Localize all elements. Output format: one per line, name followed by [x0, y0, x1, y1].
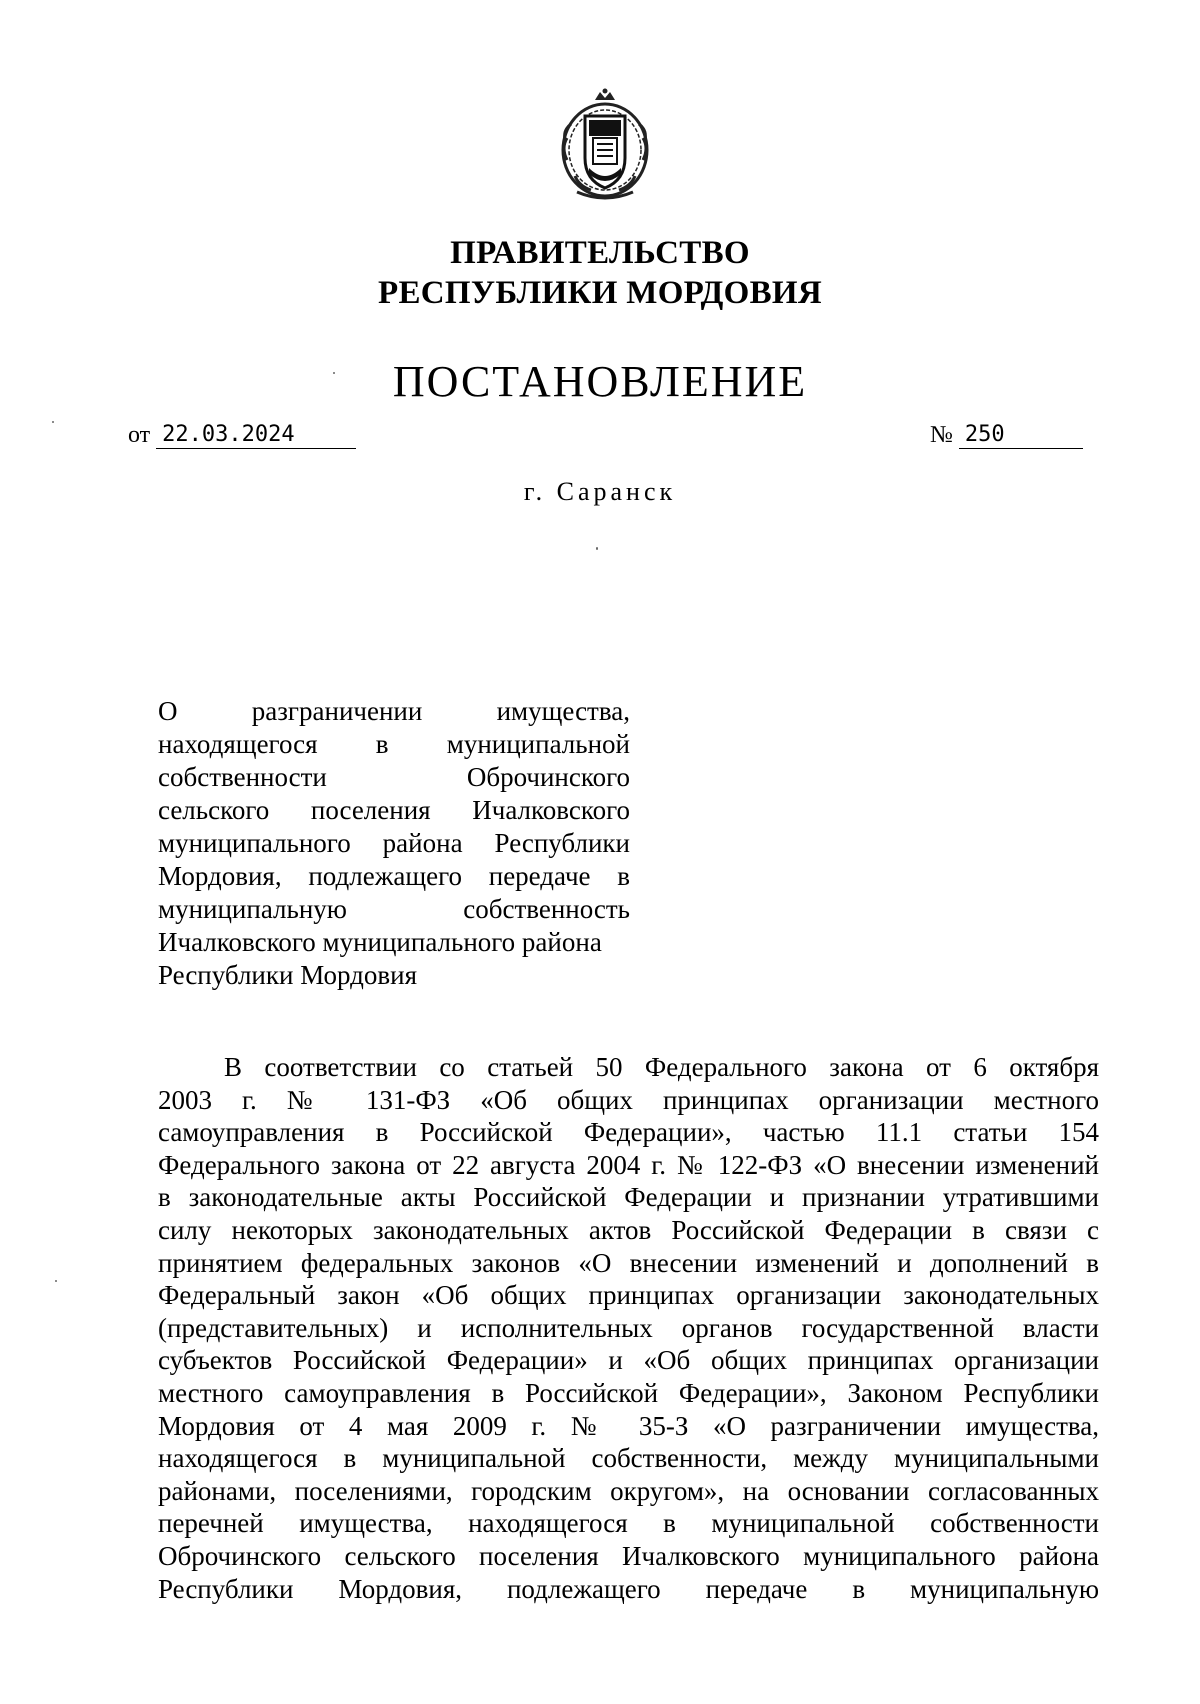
number-label: №: [930, 422, 953, 448]
subject-line: собственности Оброчинского: [158, 762, 630, 792]
document-type-title: ПОСТАНОВЛЕНИЕ: [392, 357, 808, 406]
organization-name-line-2: РЕСПУБЛИКИ МОРДОВИЯ: [377, 275, 822, 311]
body-line: силу некоторых законодательных актов Российской Федерации в связи с: [158, 1214, 1099, 1245]
body-line: 2003 г. № 131-ФЗ «Об общих принципах организации местного: [158, 1084, 1099, 1115]
date-block: [128, 422, 356, 462]
subject-line: Ичалковского муниципального района: [158, 927, 602, 957]
subject-line: О разграничении имущества,: [158, 696, 630, 726]
body-line: находящегося в муниципальной собственности, между муниципальными: [158, 1443, 1099, 1474]
body-line: самоуправления в Российской Федерации», частью 11.1 статьи 154: [158, 1117, 1099, 1148]
organization-name-line-1: ПРАВИТЕЛЬСТВО: [450, 235, 750, 271]
body-line: принятием федеральных законов «О внесении изменений и дополнений в: [158, 1247, 1099, 1278]
document-body: [158, 1051, 1099, 1605]
subject-line: муниципальную собственность: [158, 894, 630, 924]
body-line: В соответствии со статьей 50 Федерального закона от 6 октября: [224, 1052, 1099, 1082]
body-line: Мордовия от 4 мая 2009 г. № 35-З «О разграничении имущества,: [158, 1410, 1099, 1441]
scan-speck: [52, 421, 54, 423]
date-label: от: [128, 422, 151, 448]
number-block: [930, 422, 1083, 462]
subject-line: находящегося в муниципальной: [158, 729, 630, 759]
scan-speck: [596, 547, 598, 550]
subject-line: муниципального района Республики: [158, 828, 630, 858]
body-line: субъектов Российской Федерации» и «Об общих принципах организации: [158, 1345, 1099, 1376]
body-line: местного самоуправления в Российской Федерации», Законом Республики: [158, 1377, 1099, 1408]
date-value: 22.03.2024: [156, 422, 356, 449]
body-line: Федерального закона от 22 августа 2004 г. № 122-ФЗ «О внесении изменений: [158, 1149, 1099, 1180]
body-line: в законодательные акты Российской Федерации и признании утратившими: [158, 1182, 1099, 1213]
number-value: 250: [959, 422, 1083, 449]
document-subject: [158, 695, 630, 992]
subject-line: сельского поселения Ичалковского: [158, 795, 630, 825]
body-line: (представительных) и исполнительных органов государственной власти: [158, 1312, 1099, 1343]
scan-speck: [55, 1280, 57, 1282]
body-line: районами, поселениями, городским округом», на основании согласованных: [158, 1475, 1099, 1506]
body-line: Республики Мордовия, подлежащего передаче в муниципальную: [158, 1573, 1099, 1604]
coat-of-arms-icon: [555, 88, 655, 206]
city-name: г. Саранск: [523, 477, 677, 506]
body-line: перечней имущества, находящегося в муниципальной собственности: [158, 1508, 1099, 1539]
scan-speck: [333, 372, 335, 374]
subject-line: Республики Мордовия: [158, 960, 418, 990]
body-line: Федеральный закон «Об общих принципах организации законодательных: [158, 1280, 1099, 1311]
body-line: Оброчинского сельского поселения Ичалковского муниципального района: [158, 1540, 1099, 1571]
subject-line: Мордовия, подлежащего передаче в: [158, 861, 630, 891]
